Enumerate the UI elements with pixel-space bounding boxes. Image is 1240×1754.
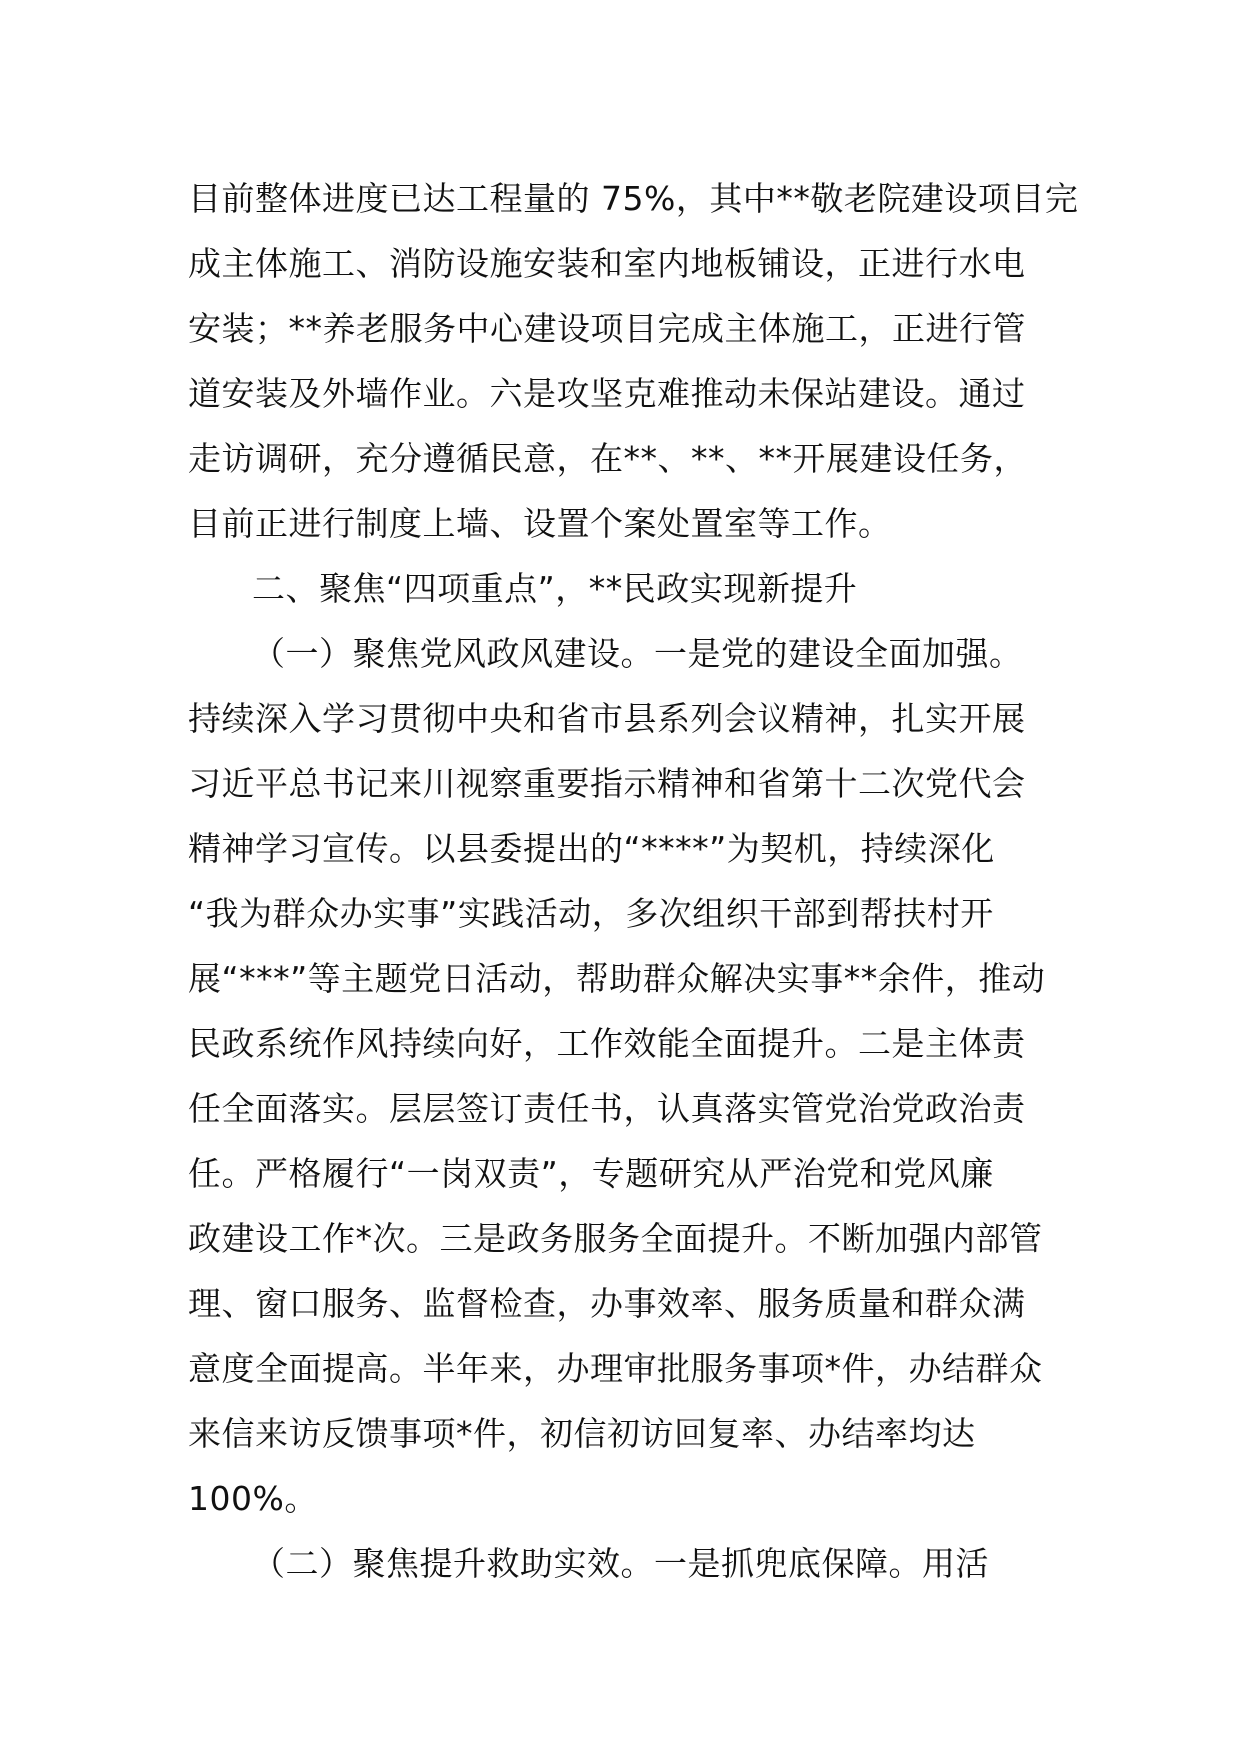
body-text-line: 100%。: [188, 1479, 318, 1518]
subsection-heading-line: （一）聚焦党风政风建设。一是党的建设全面加强。: [252, 634, 1023, 673]
body-text-line: 走访调研，充分遵循民意，在**、**、**开展建设任务，: [188, 439, 1027, 478]
document-body: [188, 166, 1079, 1596]
body-text-line: 意度全面提高。半年来，办理审批服务事项*件，办结群众: [188, 1349, 1043, 1388]
body-text-line: 安装；**养老服务中心建设项目完成主体施工，正进行管: [188, 309, 1026, 348]
body-text-line: 任全面落实。层层签订责任书，认真落实管党治党政治责: [188, 1089, 1026, 1128]
subsection-heading-line: （二）聚焦提升救助实效。一是抓兜底保障。用活: [252, 1544, 989, 1583]
body-text-line: 理、窗口服务、监督检查，办事效率、服务质量和群众满: [188, 1284, 1026, 1323]
body-text-line: 展“***”等主题党日活动，帮助群众解决实事**余件，推动: [188, 959, 1046, 998]
body-text-line: 精神学习宣传。以县委提出的“****”为契机，持续深化: [188, 829, 995, 868]
body-text-line: 任。严格履行“一岗双责”，专题研究从严治党和党风廉: [188, 1154, 994, 1193]
body-text-line: 习近平总书记来川视察重要指示精神和省第十二次党代会: [188, 764, 1026, 803]
body-text-line: 政建设工作*次。三是政务服务全面提升。不断加强内部管: [188, 1219, 1043, 1258]
body-text-line: 持续深入学习贯彻中央和省市县系列会议精神，扎实开展: [188, 699, 1026, 738]
body-text-line: 道安装及外墙作业。六是攻坚克难推动未保站建设。通过: [188, 374, 1026, 413]
body-text-line: 民政系统作风持续向好，工作效能全面提升。二是主体责: [188, 1024, 1026, 1063]
body-text-line: 来信来访反馈事项*件，初信初访回复率、办结率均达: [188, 1414, 976, 1453]
body-text-line: 目前正进行制度上墙、设置个案处置室等工作。: [188, 504, 892, 543]
body-text-line: 成主体施工、消防设施安装和室内地板铺设，正进行水电: [188, 244, 1026, 283]
section-heading: 二、聚焦“四项重点”，**民政实现新提升: [252, 569, 858, 608]
body-text-line: “我为群众办实事”实践活动，多次组织干部到帮扶村开: [188, 894, 994, 933]
body-text-line: 目前整体进度已达工程量的 75%，其中**敬老院建设项目完: [188, 179, 1079, 218]
